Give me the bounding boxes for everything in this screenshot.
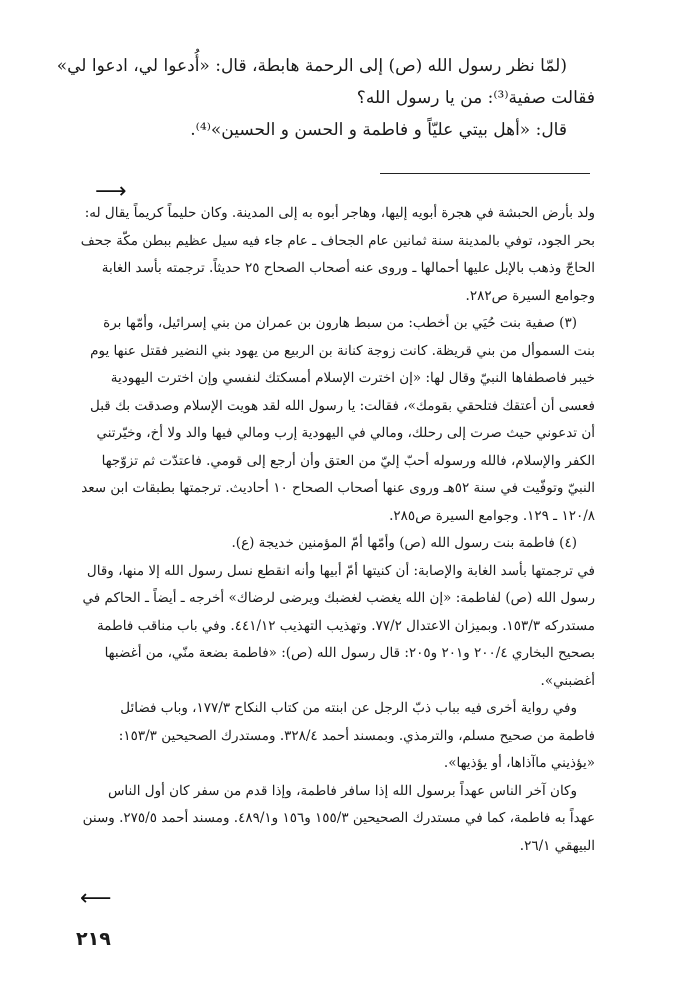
footnote-4-paragraph-1: في ترجمتها بأسد الغابة والإصابة: أن كنيتها أمّ أبيها وأنه انقطع نسل رسول الله إلا منها، وقال رسول الله (ص) لفاطمة: «إن الله يغضب لغضبك ويرضى لرضاك» أخرجه ـ أيضاً ـ الحاكم في مستدركه ١٥٣/٣. وبميزان الاعتدال ٧٧/٢. وتهذيب التهذيب ٤٤١/١٢. وفي باب مناقب فاطمة بصحيح البخاري ٢٠٠/٤ و٢٠١ و٢٠٥: قال رسول الله (ص): «فاطمة بضعة منّي، من أغضبها أغضبني». [82,562,595,689]
footnote-separator [380,173,590,174]
main-text-block [56,50,595,146]
page-number: ٢١٩ [76,928,111,950]
continued-arrow-icon: ⟵ [80,886,112,911]
main-line-3: قال: «أهل بيتي عليّاً و فاطمة و الحسن و الحسين»⁽⁴⁾. [190,120,567,140]
footnote-3: (٣) صفية بنت حُيَي بن أخطب: من سبط هارون بن عمران من بني إسرائيل، وأمّها برة بنت السموأل من بني قريظة. كانت زوجة كنانة بن الربيع من يهود بني النضير فقتل عنها يوم خيبر فاصطفاها النبيّ وقال لها: «إن اخترت الإسلام أمسكتك لنفسي وإن اخترت اليهودية فعسى أن أعتقك فتلحقي بقومك»، فقالت: يا رسول الله لقد هويت الإسلام وصدقت بك قبل أن تدعوني حيث صرت إلى رحلك، ومالي في اليهودية إرب ومالي فيها والد ولا أخ، وخيّرتني الكفر والإسلام، فالله ورسوله أحبّ إليّ من العتق وأن أرجع إلى قومي. فاعتدّت ثم تزوّجها النبيّ وتوفّيت في سنة ٥٢هـ وروى عنها أصحاب الصحاح ١٠ أحاديث. ترجمتها بطبقات ابن سعد ١٢٠/٨ ـ ١٢٩. وجوامع السيرة ص٢٨٥. [81,315,595,524]
footnote-4-paragraph-3: وكان آخر الناس عهداً برسول الله إذا سافر فاطمة، وإذا قدم من سفر كان أول الناس عهداً به فاطمة، كما في مستدرك الصحيحين ١٥٥/٣ و١٥٦ و٤٨٩/١. ومسند أحمد ٢٧٥/٥. وسنن البيهقي ٢٦/١. [82,782,595,854]
footnotes-block [80,200,595,860]
continuation-arrow-icon: ⟶ [95,179,127,204]
footnote-4-heading: (٤) فاطمة بنت رسول الله (ص) وأمّها أمّ المؤمنين خديجة (ع). [231,535,577,551]
main-line-1: (لمّا نظر رسول الله (ص) إلى الرحمة هابطة، قال: «أُدعوا لي، ادعوا لي» [56,56,567,76]
footnote-4-paragraph-2: وفي رواية أخرى فيه بباب ذبّ الرجل عن ابنته من كتاب النكاح ١٧٧/٣، وباب فضائل فاطمة من صحيح مسلم، والترمذي. وبمسند أحمد ٣٢٨/٤. ومستدرك الصحيحين ١٥٣/٣: «يؤذيني ماآذاها، أو يؤذيها». [118,700,595,771]
main-line-2: فقالت صفية⁽³⁾: من يا رسول الله؟ [356,88,595,108]
footnote-continuation: ولد بأرض الحبشة في هجرة أبويه إليها، وهاجر أبوه به إلى المدينة. وكان حليماً كريماً يقال له: بحر الجود، توفي بالمدينة سنة ثمانين عام الجحاف ـ عام جاء فيه سيل عظيم ببطن مكّة جحف الحاجّ وذهب بالإبل عليها أحمالها ـ وروى عنه أصحاب الصحاح ٢٥ حديثاً. ترجمته بأسد الغابة وجوامع السيرة ص٢٨٢. [80,205,595,304]
